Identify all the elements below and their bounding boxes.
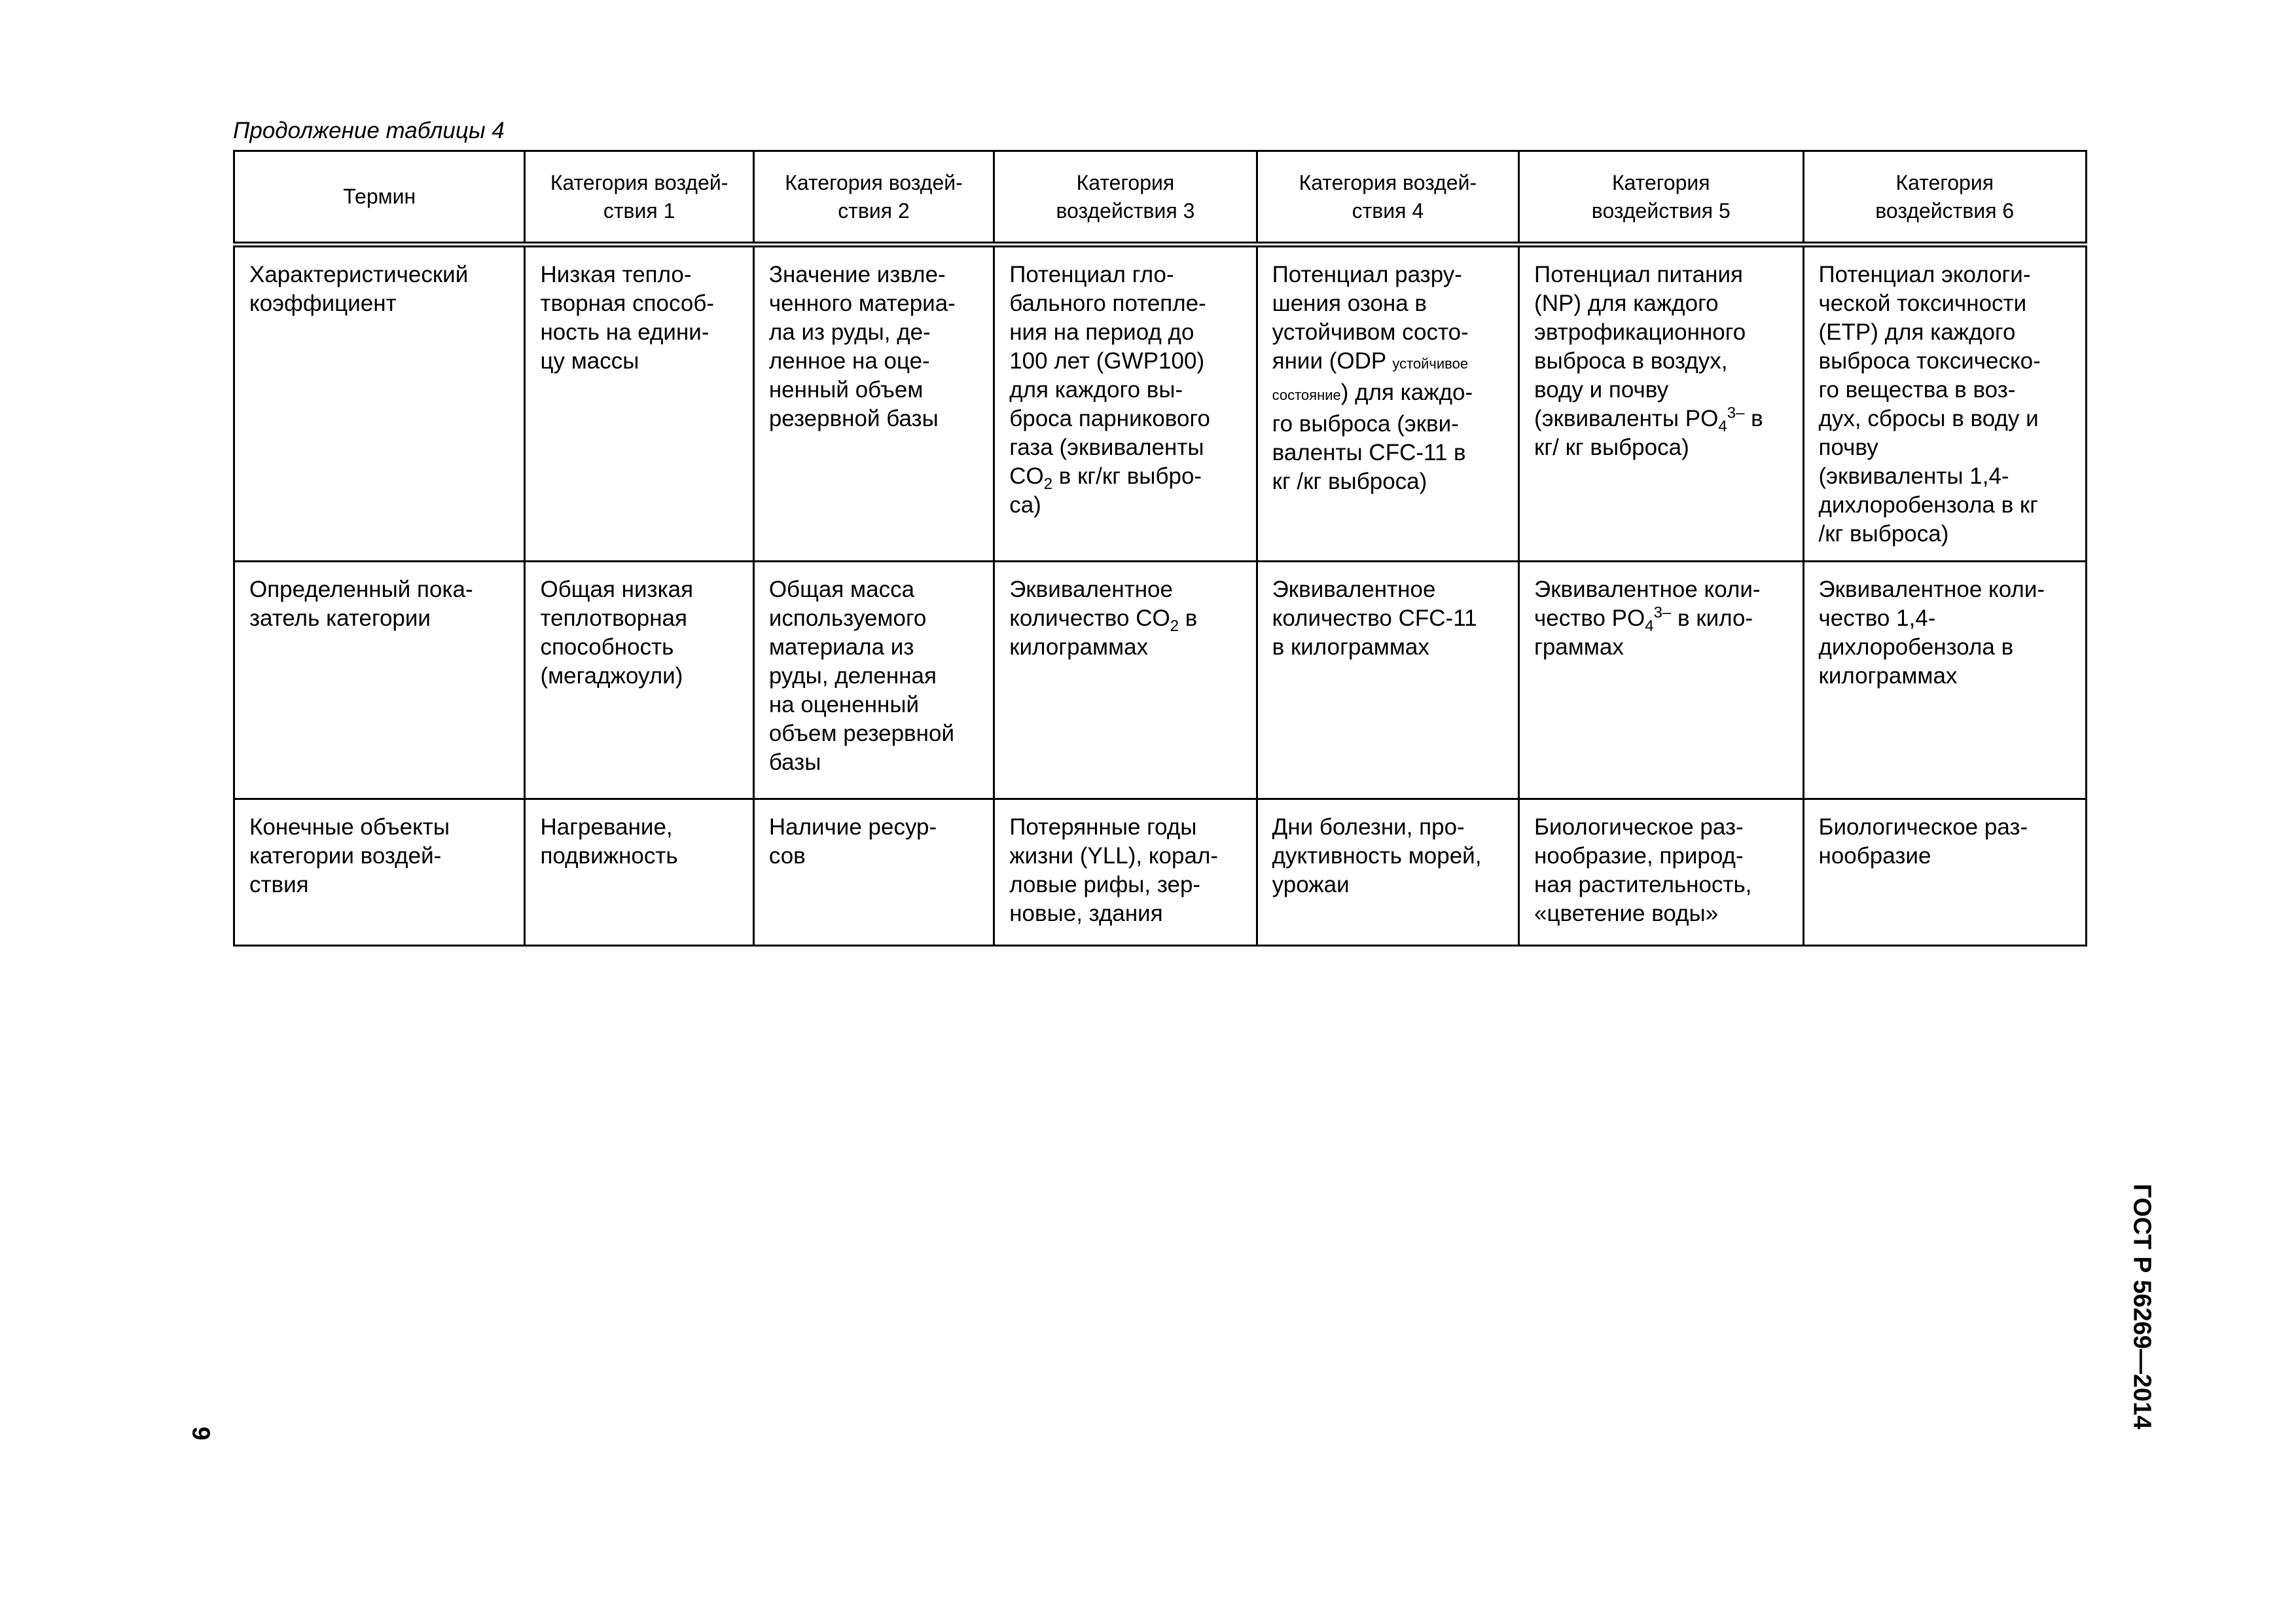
cell-category-3: Эквивалентное количество $CO_2$ в килограммах [994, 562, 1257, 799]
table-row [234, 562, 2087, 799]
cell-category-4: Потенциал разру- шения озона в устойчивом состо- янии (ODP устойчивое состояние) для каждо- го выброса (экви- валенты CFC-11 в кг /кг выброса) [1257, 245, 1518, 562]
header-category-4: Категория воздей- ствия 4 [1257, 151, 1518, 245]
header-term: Термин [234, 151, 525, 245]
table-row [234, 245, 2087, 562]
cell-term: Характеристический коэффициент [234, 245, 525, 562]
table-caption: Продолжение таблицы 4 [233, 118, 505, 143]
cell-category-2: Наличие ресур- сов [753, 799, 994, 946]
table-header-row [234, 151, 2087, 245]
cell-category-6: Потенциал экологи- ческой токсичности (ETP) для каждого выброса токсическо- го вещества в воз- дух, сбросы в воду и почву (эквиваленты 1,4- дихлоробензола в кг /кг выброса) [1803, 245, 2087, 562]
cell-category-6: Биологическое раз- нообразие [1803, 799, 2087, 946]
cell-category-1: Нагревание, подвижность [525, 799, 753, 946]
cell-category-1: Общая низкая теплотворная способность (мегаджоули) [525, 562, 753, 799]
cell-term: Определенный пока- затель категории [234, 562, 525, 799]
cell-category-6: Эквивалентное коли- чество 1,4- дихлоробензола в килограммах [1803, 562, 2087, 799]
page-number: 9 [187, 1426, 215, 1441]
cell-category-4: Эквивалентное количество CFC-11 в килограммах [1257, 562, 1518, 799]
header-category-1: Категория воздей- ствия 1 [525, 151, 753, 245]
cell-category-2: Значение извле- ченного материа- ла из руды, де- ленное на оце- ненный объем резервной базы [753, 245, 994, 562]
header-category-3: Категория воздействия 3 [994, 151, 1257, 245]
cell-category-3: Потерянные годы жизни (YLL), корал- ловые рифы, зер- новые, здания [994, 799, 1257, 946]
header-category-5: Категория воздействия 5 [1519, 151, 1803, 245]
impact-category-table [233, 150, 2087, 947]
document-number: ГОСТ Р 56269—2014 [2128, 1183, 2156, 1430]
cell-category-4: Дни болезни, про- дуктивность морей, урожаи [1257, 799, 1518, 946]
cell-category-2: Общая масса используемого материала из руды, деленная на оцененный объем резервной базы [753, 562, 994, 799]
header-category-6: Категория воздействия 6 [1803, 151, 2087, 245]
cell-category-5: Эквивалентное коли- чество $PO_4^{3-}$ в кило- граммах [1519, 562, 1803, 799]
table-row [234, 799, 2087, 946]
header-category-2: Категория воздей- ствия 2 [753, 151, 994, 245]
cell-category-5: Биологическое раз- нообразие, природ- ная растительность, «цветение воды» [1519, 799, 1803, 946]
cell-category-1: Низкая тепло- творная способ- ность на едини- цу массы [525, 245, 753, 562]
cell-category-3: Потенциал гло- бального потепле- ния на период до 100 лет (GWP100) для каждого вы- броса парникового газа (эквиваленты $CO_2$ в кг/кг выбро- са) [994, 245, 1257, 562]
cell-category-5: Потенциал питания (NP) для каждого эвтрофикационного выброса в воздух, воду и почву (эквиваленты $PO_4^{3-}$ в кг/ кг выброса) [1519, 245, 1803, 562]
cell-term: Конечные объекты категории воздей- ствия [234, 799, 525, 946]
